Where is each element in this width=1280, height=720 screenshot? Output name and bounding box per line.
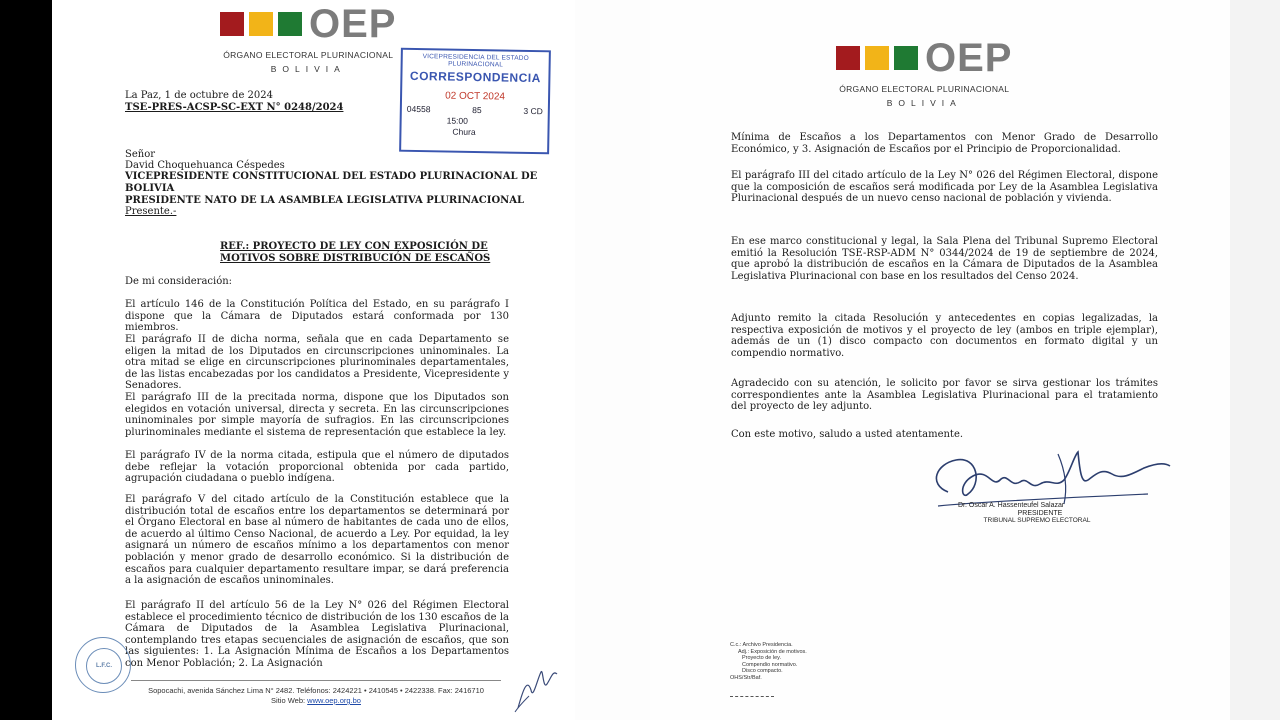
stamp-anexo: 3 CD [523, 105, 543, 117]
stamp-date: 02 OCT 2024 [445, 90, 506, 103]
department-seal [75, 637, 131, 693]
logo-wordmark: OEP [309, 2, 397, 46]
paragraph-2: El parágrafo II de dicha norma, señala que en cada Departamento se eligen la mitad de los Diputados en circunscripciones uninominales. La otra mitad se elige en circunscripciones plurinominales departamentales, de las listas encabezadas por los candidatos a Presidente, Vicepresidente y Senadores. [125, 334, 509, 392]
initials-signature [513, 660, 563, 715]
letter-footer [131, 686, 501, 706]
paragraph-4: El parágrafo IV de la norma citada, estipula que el número de diputados debe reflejar la votación proporcional obtenida por cada partido, agrupación ciudadana o pueblo indígena. [125, 450, 509, 485]
logo-yellow-square [249, 12, 273, 36]
paragraph-5: El parágrafo V del citado artículo de la Constitución establece que la distribución total de escaños entre los departamentos se determinará por el Órgano Electoral en base al número de habitantes de cada uno de ellos, de acuerdo al último Censo Nacional, de acuerdo a Ley. Por equidad, la ley asignará un número de escaños mínimo a los departamentos con menor población y menor grado de desarrollo económico. Si la distribución de escaños para cualquier departamento resultare impar, se dará preferencia a la asignación de escaños uninominales. [125, 494, 509, 587]
recipient-name: David Choquehuanca Céspedes [125, 160, 285, 171]
paragraph-10: Agradecido con su atención, le solicito por favor se sirva gestionar los trámites correspondientes ante la Asamblea Legislativa Plurinacional para el tratamiento del proyecto de ley adjunto. [731, 378, 1158, 413]
stamp-header: VICEPRESIDENCIA DEL ESTADO PLURINACIONAL [422, 53, 529, 69]
reference-subject-line-1: REF.: PROYECTO DE LEY CON EXPOSICIÓN DE [220, 241, 488, 252]
recipient-title-line-1: VICEPRESIDENTE CONSTITUCIONAL DEL ESTADO PLURINACIONAL DE [125, 171, 538, 182]
seal-text: L.F.C. [86, 648, 122, 684]
correspondence-stamp [399, 48, 551, 155]
cc-line: Compendio normativo. [742, 661, 798, 668]
logo-red-square [220, 12, 244, 36]
logo-wordmark: OEP [925, 36, 1013, 80]
page-gutter [575, 0, 650, 720]
footer-address: Sopocachi, avenida Sánchez Lima N° 2482. Teléfonos: 2424221 • 2410545 • 2422338. Fax: 2416710 [148, 686, 484, 695]
paragraph-8: En ese marco constitucional y legal, la Sala Plena del Tribunal Supremo Electoral emitió la Resolución TSE-RSP-ADM N° 0344/2024 de 19 de septiembre de 2024, que aprobó la distribución de escaños en la Cámara de Diputados de la Asamblea Legislativa Plurinacional con base en los resultados del Censo 2024. [731, 236, 1158, 282]
paragraph-1: El artículo 146 de la Constitución Política del Estado, en su parágrafo I dispone que la Cámara de Diputados estará conformada por 130 miembros. [125, 299, 509, 334]
cc-line: Adj.: Exposición de motivos. [738, 648, 807, 655]
closing-line: Con este motivo, saludo a usted atentamente. [731, 429, 964, 440]
oep-logo-page-2 [836, 36, 1013, 108]
stamp-number: 04558 [406, 103, 431, 115]
recipient-title-line-2: BOLIVIA [125, 183, 175, 194]
cc-line: Disco compacto. [742, 668, 783, 675]
logo-green-square [278, 12, 302, 36]
footer-divider [131, 680, 501, 681]
logo-red-square [836, 46, 860, 70]
signer-organization: TRIBUNAL SUPREMO ELECTORAL [983, 517, 1091, 524]
logo-green-square [894, 46, 918, 70]
paragraph-3: El parágrafo III de la precitada norma, dispone que los Diputados son elegidos en votación universal, directa y secreta. En las circunscripciones uninominales por simple mayoría de sufragios. En las circunscripciones plurinominales mediante el sistema de representación que establece la ley. [125, 392, 509, 438]
letter-date: La Paz, 1 de octubre de 2024 [125, 90, 273, 101]
reference-code: TSE-PRES-ACSP-SC-EXT N° 0248/2024 [125, 102, 344, 113]
logo-subtitle: ÓRGANO ELECTORAL PLURINACIONAL [223, 50, 394, 60]
stamp-title: CORRESPONDENCIA [409, 68, 541, 86]
letter-page-2 [650, 0, 1230, 720]
footer-website-link[interactable]: www.oep.org.bo [307, 696, 361, 705]
stamp-hora: 15:00 [446, 115, 469, 126]
salutation: Señor [125, 149, 156, 160]
greeting: De mi consideración: [125, 276, 233, 287]
stamp-recibido: Chura [452, 126, 476, 138]
reference-marks [730, 696, 774, 698]
paragraph-7: El parágrafo III del citado artículo de la Ley N° 026 del Régimen Electoral, dispone que la composición de escaños será modificada por Ley de la Asamblea Legislativa Plurinacional después de un nuevo censo nacional de población y vivienda. [731, 170, 1158, 205]
cc-list [730, 642, 850, 682]
paragraph-continued: Mínima de Escaños a los Departamentos con Menor Grado de Desarrollo Económico, y 3. Asignación de Escaños por el Principio de Proporcionalidad. [731, 132, 1158, 155]
recipient-title-line-3: PRESIDENTE NATO DE LA ASAMBLEA LEGISLATIVA PLURINACIONAL [125, 195, 525, 206]
cc-line: OHS/Str/Baf. [730, 674, 762, 681]
logo-yellow-square [865, 46, 889, 70]
logo-country: BOLIVIA [270, 64, 346, 74]
logo-subtitle: ÓRGANO ELECTORAL PLURINACIONAL [839, 84, 1010, 94]
letter-page-1 [53, 0, 575, 720]
presente: Presente.- [125, 206, 177, 217]
scan-edge-right [1230, 0, 1280, 720]
footer-web-label: Sitio Web: [271, 696, 308, 705]
paragraph-9: Adjunto remito la citada Resolución y antecedentes en copias legalizadas, la respectiva exposición de motivos y el proyecto de ley (ambos en triple ejemplar), además de un (1) disco compacto con documentos en formato digital y un compendio normativo. [731, 313, 1158, 359]
scan-edge-left [0, 0, 52, 720]
footer-website-line [131, 696, 501, 706]
cc-line: Proyecto de ley. [742, 655, 782, 662]
signer-role: PRESIDENTE [1017, 510, 1063, 517]
reference-subject-line-2: MOTIVOS SOBRE DISTRIBUCIÓN DE ESCAÑOS [220, 253, 491, 264]
stamp-fojas: 85 [472, 104, 482, 116]
signer-name: Dr. Oscar A. Hassenteufel Salazar [958, 502, 1065, 509]
paragraph-6: El parágrafo II del artículo 56 de la Ley N° 026 del Régimen Electoral establece el procedimiento técnico de distribución de los 130 escaños de la Cámara de Diputados de la Asamblea Legislativa Plurinacional, contemplando tres etapas secuenciales de asignación de escaños, que son las siguientes: 1. La Asignación Mínima de Escaños a los Departamentos con Menor Población; 2. La Asignación [125, 600, 509, 669]
cc-line: C.c.: Archivo Presidencia. [730, 642, 793, 648]
oep-logo [220, 2, 397, 74]
logo-country: BOLIVIA [886, 98, 962, 108]
